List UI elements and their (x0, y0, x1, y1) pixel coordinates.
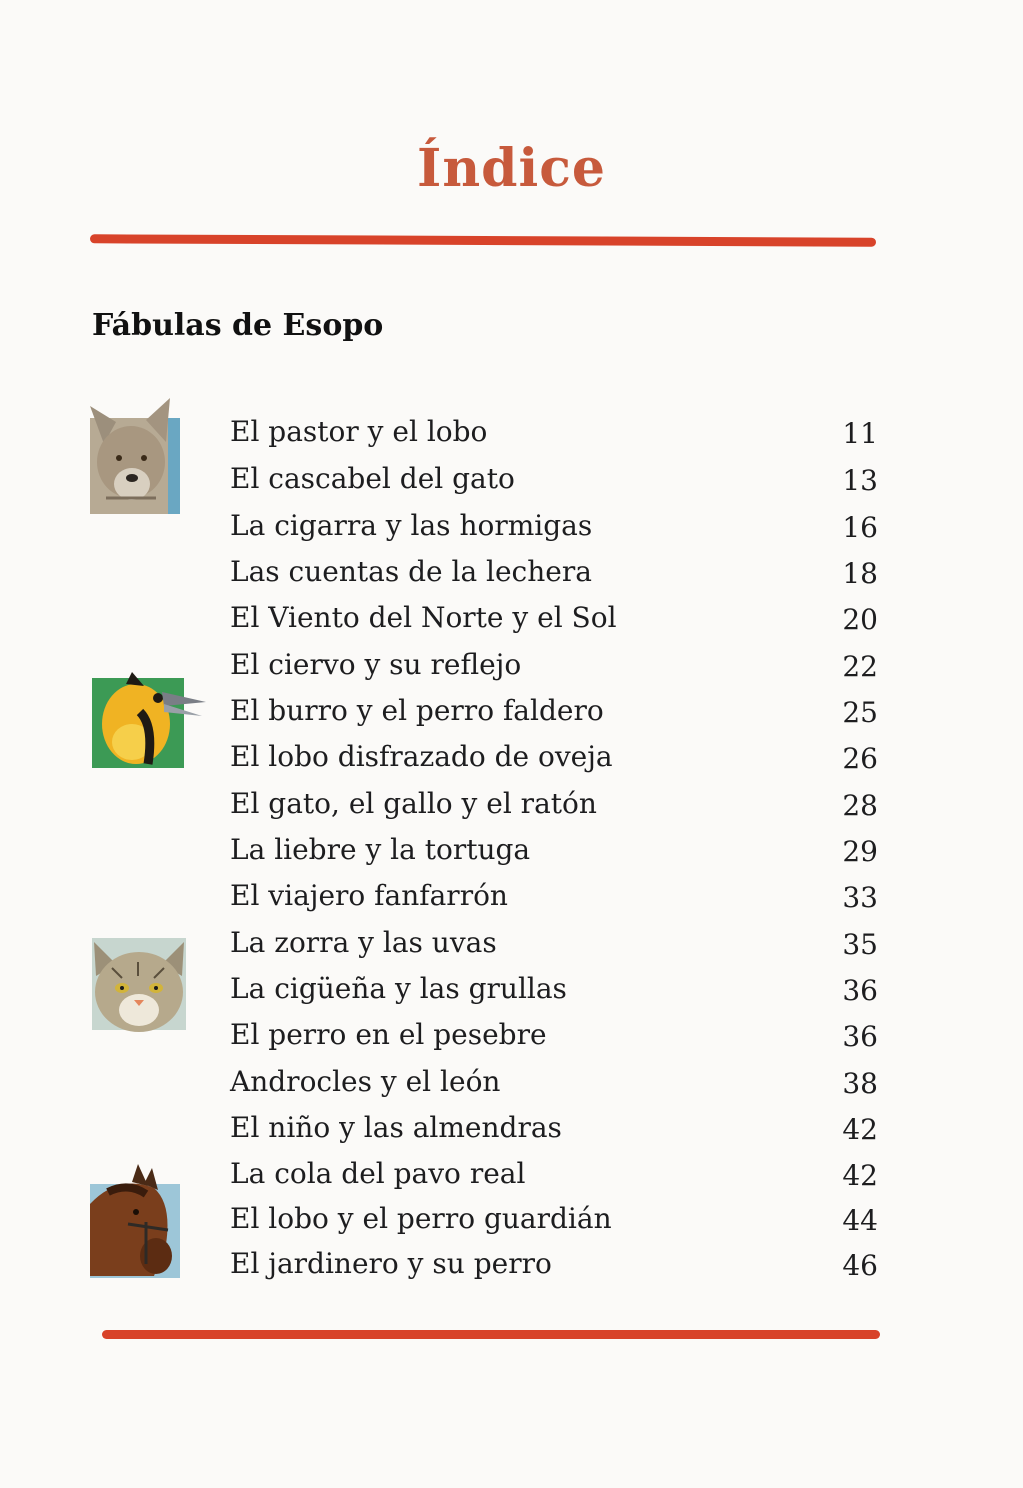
entry-page: 38 (842, 1067, 878, 1100)
entry-title: La cigarra y las hormigas (230, 509, 593, 542)
section-heading: Fábulas de Esopo (92, 308, 384, 343)
entry-title: El pastor y el lobo (230, 415, 488, 448)
toc-entry[interactable] (230, 645, 878, 685)
entry-page: 20 (842, 603, 878, 636)
entry-title: El viajero fanfarrón (230, 879, 508, 912)
entry-page: 42 (842, 1113, 878, 1146)
entry-page: 36 (842, 1020, 878, 1053)
entry-title: Las cuentas de la lechera (230, 555, 592, 588)
toc-entry[interactable] (230, 598, 878, 638)
toc-entry[interactable] (230, 1062, 878, 1102)
entry-title: El niño y las almendras (230, 1111, 562, 1144)
entry-page: 35 (842, 928, 878, 961)
entry-page: 46 (842, 1249, 878, 1282)
toc-entry[interactable] (230, 876, 878, 916)
entry-page: 16 (842, 511, 878, 544)
entry-page: 18 (842, 557, 878, 590)
toc-entry[interactable] (230, 737, 878, 777)
entry-title: Androcles y el león (230, 1065, 501, 1098)
toc-entry[interactable] (230, 1015, 878, 1055)
entry-title: El perro en el pesebre (230, 1018, 547, 1051)
entry-page: 44 (842, 1204, 878, 1237)
toc-entry[interactable] (230, 412, 878, 452)
bird-illustration (92, 672, 208, 770)
entry-title: La liebre y la tortuga (230, 833, 531, 866)
horse-illustration (88, 1164, 182, 1280)
entry-page: 25 (842, 696, 878, 729)
entry-title: El lobo disfrazado de oveja (230, 740, 613, 773)
page-title: Índice (417, 138, 606, 199)
toc-entry[interactable] (230, 1199, 878, 1239)
entry-title: La zorra y las uvas (230, 926, 497, 959)
entry-page: 29 (842, 835, 878, 868)
entry-title: El jardinero y su perro (230, 1247, 552, 1280)
entry-title: El lobo y el perro guardián (230, 1202, 612, 1235)
toc-entry[interactable] (230, 923, 878, 963)
entry-page: 28 (842, 789, 878, 822)
toc-entry[interactable] (230, 1154, 878, 1194)
entry-page: 42 (842, 1159, 878, 1192)
toc-entry[interactable] (230, 969, 878, 1009)
entry-page: 33 (842, 881, 878, 914)
entry-page: 11 (842, 417, 878, 450)
toc-entry[interactable] (230, 691, 878, 731)
toc-entry[interactable] (230, 830, 878, 870)
entry-title: El Viento del Norte y el Sol (230, 601, 617, 634)
entry-title: El cascabel del gato (230, 462, 515, 495)
toc-entry[interactable] (230, 1108, 878, 1148)
entry-title: El burro y el perro faldero (230, 694, 604, 727)
toc-entry[interactable] (230, 506, 878, 546)
entry-page: 26 (842, 742, 878, 775)
entry-page: 13 (842, 464, 878, 497)
entry-page: 22 (842, 650, 878, 683)
wolf-illustration (86, 398, 182, 516)
bottom-rule (102, 1330, 880, 1339)
top-rule (90, 234, 876, 246)
entry-title: La cola del pavo real (230, 1157, 526, 1190)
toc-entry[interactable] (230, 552, 878, 592)
entry-title: La cigüeña y las grullas (230, 972, 567, 1005)
toc-entry[interactable] (230, 459, 878, 499)
toc-entry[interactable] (230, 1244, 878, 1284)
entry-title: El gato, el gallo y el ratón (230, 787, 597, 820)
entry-title: El ciervo y su reflejo (230, 648, 522, 681)
entry-page: 36 (842, 974, 878, 1007)
toc-entry[interactable] (230, 784, 878, 824)
cat-illustration (92, 938, 188, 1032)
